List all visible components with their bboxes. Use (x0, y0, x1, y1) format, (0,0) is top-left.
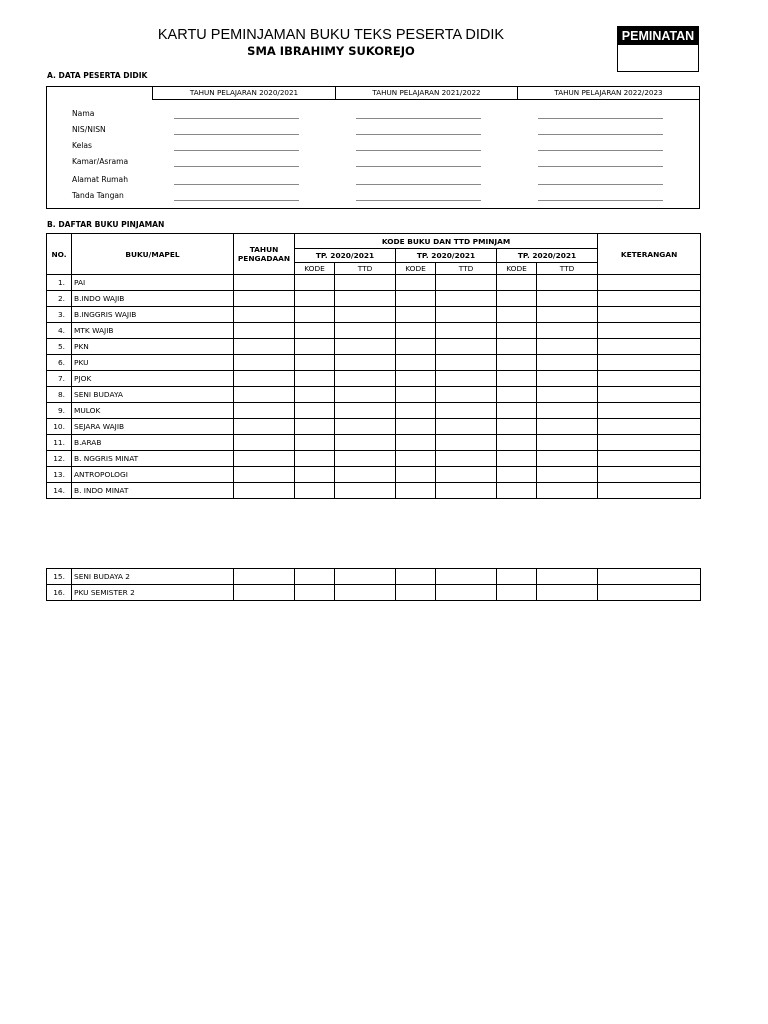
keterangan-cell[interactable] (598, 451, 701, 467)
book-name: ANTROPOLOGI (72, 467, 234, 483)
table-row (47, 355, 701, 371)
keterangan-cell[interactable] (598, 339, 701, 355)
book-name: MTK WAJIB (72, 323, 234, 339)
kode-cell[interactable] (295, 387, 335, 403)
book-name: MULOK (72, 403, 234, 419)
keterangan-cell[interactable] (598, 307, 701, 323)
keterangan-cell[interactable] (598, 291, 701, 307)
row-number: 9. (47, 403, 72, 419)
keterangan-cell[interactable] (598, 467, 701, 483)
kode-cell[interactable] (497, 339, 537, 355)
keterangan-cell[interactable] (598, 355, 701, 371)
ttd-cell[interactable] (537, 585, 598, 601)
kode-cell[interactable] (295, 323, 335, 339)
ttd-cell[interactable] (436, 585, 497, 601)
tahun-cell[interactable] (234, 483, 295, 499)
header-tahun (234, 234, 295, 275)
fill-in-line[interactable] (538, 150, 663, 151)
row-number: 16. (47, 585, 72, 601)
kode-cell[interactable] (497, 569, 537, 585)
row-number: 4. (47, 323, 72, 339)
book-loan-table (46, 233, 701, 499)
fill-in-line[interactable] (538, 184, 663, 185)
tahun-cell[interactable] (234, 419, 295, 435)
tahun-cell[interactable] (234, 451, 295, 467)
row-number: 11. (47, 435, 72, 451)
ttd-cell[interactable] (537, 355, 598, 371)
tahun-cell[interactable] (234, 585, 295, 601)
fill-in-line[interactable] (174, 200, 299, 201)
kode-cell[interactable] (396, 387, 436, 403)
student-data-box (46, 86, 700, 209)
ttd-cell[interactable] (335, 339, 396, 355)
header-no: NO. (47, 234, 72, 275)
book-name: SEJARA WAJIB (72, 419, 234, 435)
ttd-cell[interactable] (537, 307, 598, 323)
ttd-cell[interactable] (436, 387, 497, 403)
ttd-cell[interactable] (436, 355, 497, 371)
section-b-title: B. DAFTAR BUKU PINJAMAN (47, 220, 165, 229)
ttd-cell[interactable] (436, 569, 497, 585)
kode-cell[interactable] (396, 371, 436, 387)
kode-cell[interactable] (295, 291, 335, 307)
ttd-cell[interactable] (537, 387, 598, 403)
tahun-cell[interactable] (234, 355, 295, 371)
table-row (47, 339, 701, 355)
header-buku: BUKU/MAPEL (72, 234, 234, 275)
tahun-cell[interactable] (234, 291, 295, 307)
header-tp: TP. 2020/2021 (497, 249, 598, 263)
ttd-cell[interactable] (335, 467, 396, 483)
fill-in-line[interactable] (356, 134, 481, 135)
fill-in-line[interactable] (174, 118, 299, 119)
header-kode-group: KODE BUKU DAN TTD PMINJAM (295, 234, 598, 249)
table-row (47, 307, 701, 323)
fill-in-line[interactable] (174, 150, 299, 151)
ttd-cell[interactable] (537, 483, 598, 499)
header-ttd: TTD (436, 263, 497, 275)
kode-cell[interactable] (295, 371, 335, 387)
ttd-cell[interactable] (335, 291, 396, 307)
keterangan-cell[interactable] (598, 435, 701, 451)
kode-cell[interactable] (295, 569, 335, 585)
fill-in-line[interactable] (174, 184, 299, 185)
kode-cell[interactable] (497, 585, 537, 601)
ttd-cell[interactable] (537, 419, 598, 435)
field-label: Kamar/Asrama (72, 157, 129, 166)
peminatan-box (617, 26, 699, 72)
ttd-cell[interactable] (335, 355, 396, 371)
table-row (47, 451, 701, 467)
row-number: 6. (47, 355, 72, 371)
book-loan-table-continued (46, 568, 701, 601)
row-number: 15. (47, 569, 72, 585)
ttd-cell[interactable] (436, 451, 497, 467)
kode-cell[interactable] (497, 467, 537, 483)
header-kode: KODE (295, 263, 335, 275)
ttd-cell[interactable] (436, 291, 497, 307)
ttd-cell[interactable] (537, 569, 598, 585)
ttd-cell[interactable] (537, 275, 598, 291)
table-row (47, 291, 701, 307)
fill-in-line[interactable] (356, 200, 481, 201)
ttd-cell[interactable] (537, 323, 598, 339)
table-row (47, 387, 701, 403)
ttd-cell[interactable] (537, 403, 598, 419)
ttd-cell[interactable] (436, 435, 497, 451)
ttd-cell[interactable] (335, 323, 396, 339)
ttd-cell[interactable] (436, 467, 497, 483)
header-tahun-line2: PENGADAAN (237, 254, 291, 263)
field-label: Tanda Tangan (72, 191, 124, 200)
ttd-cell[interactable] (335, 307, 396, 323)
ttd-cell[interactable] (436, 307, 497, 323)
fill-in-line[interactable] (174, 166, 299, 167)
keterangan-cell[interactable] (598, 387, 701, 403)
kode-cell[interactable] (497, 387, 537, 403)
kode-cell[interactable] (396, 275, 436, 291)
book-name: PAI (72, 275, 234, 291)
kode-cell[interactable] (497, 355, 537, 371)
ttd-cell[interactable] (335, 585, 396, 601)
header-ttd: TTD (537, 263, 598, 275)
fill-in-line[interactable] (538, 166, 663, 167)
keterangan-cell[interactable] (598, 419, 701, 435)
field-label: Nama (72, 109, 95, 118)
kode-cell[interactable] (396, 569, 436, 585)
header-tahun-line1: TAHUN (249, 245, 279, 254)
row-number: 10. (47, 419, 72, 435)
kode-cell[interactable] (497, 483, 537, 499)
header-ttd: TTD (335, 263, 396, 275)
ttd-cell[interactable] (537, 339, 598, 355)
kode-cell[interactable] (396, 291, 436, 307)
tahun-cell[interactable] (234, 275, 295, 291)
row-number: 5. (47, 339, 72, 355)
kode-cell[interactable] (295, 483, 335, 499)
row-number: 2. (47, 291, 72, 307)
ttd-cell[interactable] (436, 371, 497, 387)
year-header: TAHUN PELAJARAN 2022/2023 (517, 87, 699, 100)
tahun-cell[interactable] (234, 371, 295, 387)
ttd-cell[interactable] (335, 483, 396, 499)
kode-cell[interactable] (295, 435, 335, 451)
keterangan-cell[interactable] (598, 323, 701, 339)
book-name: PJOK (72, 371, 234, 387)
field-label: NIS/NISN (72, 125, 106, 134)
table-row (47, 275, 701, 291)
table-row (47, 419, 701, 435)
year-header: TAHUN PELAJARAN 2020/2021 (152, 87, 335, 100)
table-row (47, 403, 701, 419)
fill-in-line[interactable] (356, 166, 481, 167)
school-name: SMA IBRAHIMY SUKOREJO (247, 44, 415, 58)
row-number: 12. (47, 451, 72, 467)
ttd-cell[interactable] (335, 275, 396, 291)
ttd-cell[interactable] (537, 371, 598, 387)
kode-cell[interactable] (396, 323, 436, 339)
tahun-cell[interactable] (234, 467, 295, 483)
book-name: B. INDO MINAT (72, 483, 234, 499)
book-name: PKU (72, 355, 234, 371)
fill-in-line[interactable] (538, 118, 663, 119)
keterangan-cell[interactable] (598, 569, 701, 585)
ttd-cell[interactable] (436, 403, 497, 419)
kode-cell[interactable] (295, 355, 335, 371)
ttd-cell[interactable] (537, 291, 598, 307)
kode-cell[interactable] (497, 419, 537, 435)
book-name: B. NGGRIS MINAT (72, 451, 234, 467)
fill-in-line[interactable] (356, 184, 481, 185)
year-header: TAHUN PELAJARAN 2021/2022 (335, 87, 517, 100)
kode-cell[interactable] (295, 339, 335, 355)
ttd-cell[interactable] (335, 451, 396, 467)
kode-cell[interactable] (396, 467, 436, 483)
kode-cell[interactable] (295, 307, 335, 323)
kode-cell[interactable] (497, 323, 537, 339)
header-kode: KODE (396, 263, 436, 275)
ttd-cell[interactable] (436, 419, 497, 435)
table-row (47, 371, 701, 387)
fill-in-line[interactable] (356, 150, 481, 151)
card-title: KARTU PEMINJAMAN BUKU TEKS PESERTA DIDIK (157, 27, 505, 43)
header-keterangan: KETERANGAN (598, 234, 701, 275)
ttd-cell[interactable] (436, 339, 497, 355)
fill-in-line[interactable] (538, 134, 663, 135)
kode-cell[interactable] (497, 307, 537, 323)
section-a-title: A. DATA PESERTA DIDIK (47, 71, 148, 80)
fill-in-line[interactable] (538, 200, 663, 201)
ttd-cell[interactable] (335, 387, 396, 403)
kode-cell[interactable] (295, 275, 335, 291)
table-row (47, 467, 701, 483)
ttd-cell[interactable] (436, 275, 497, 291)
keterangan-cell[interactable] (598, 275, 701, 291)
row-number: 7. (47, 371, 72, 387)
tahun-cell[interactable] (234, 339, 295, 355)
kode-cell[interactable] (497, 371, 537, 387)
book-name: PKN (72, 339, 234, 355)
book-name: SENI BUDAYA (72, 387, 234, 403)
tahun-cell[interactable] (234, 323, 295, 339)
header-tp: TP. 2020/2021 (295, 249, 396, 263)
ttd-cell[interactable] (335, 419, 396, 435)
fill-in-line[interactable] (174, 134, 299, 135)
kode-cell[interactable] (497, 403, 537, 419)
book-name: B.ARAB (72, 435, 234, 451)
row-number: 13. (47, 467, 72, 483)
ttd-cell[interactable] (537, 435, 598, 451)
header-kode: KODE (497, 263, 537, 275)
ttd-cell[interactable] (436, 483, 497, 499)
kode-cell[interactable] (396, 339, 436, 355)
kode-cell[interactable] (396, 451, 436, 467)
kode-cell[interactable] (295, 403, 335, 419)
keterangan-cell[interactable] (598, 403, 701, 419)
book-name: SENI BUDAYA 2 (72, 569, 234, 585)
kode-cell[interactable] (396, 585, 436, 601)
kode-cell[interactable] (295, 467, 335, 483)
ttd-cell[interactable] (335, 569, 396, 585)
row-number: 1. (47, 275, 72, 291)
tahun-cell[interactable] (234, 387, 295, 403)
row-number: 8. (47, 387, 72, 403)
ttd-cell[interactable] (335, 435, 396, 451)
kode-cell[interactable] (295, 419, 335, 435)
header-tp: TP. 2020/2021 (396, 249, 497, 263)
kode-cell[interactable] (295, 585, 335, 601)
table-row (47, 483, 701, 499)
ttd-cell[interactable] (537, 467, 598, 483)
kode-cell[interactable] (497, 275, 537, 291)
ttd-cell[interactable] (335, 403, 396, 419)
kode-cell[interactable] (497, 435, 537, 451)
table-row (47, 569, 701, 585)
tahun-cell[interactable] (234, 569, 295, 585)
kode-cell[interactable] (497, 291, 537, 307)
kode-cell[interactable] (396, 403, 436, 419)
row-number: 14. (47, 483, 72, 499)
kode-cell[interactable] (396, 435, 436, 451)
kode-cell[interactable] (396, 355, 436, 371)
fill-in-line[interactable] (356, 118, 481, 119)
field-label: Alamat Rumah (72, 175, 129, 184)
book-name: PKU SEMISTER 2 (72, 585, 234, 601)
keterangan-cell[interactable] (598, 483, 701, 499)
field-label: Kelas (72, 141, 92, 150)
ttd-cell[interactable] (436, 323, 497, 339)
book-name: B.INGGRIS WAJIB (72, 307, 234, 323)
tahun-cell[interactable] (234, 307, 295, 323)
table-row (47, 585, 701, 601)
row-number: 3. (47, 307, 72, 323)
peminatan-label: PEMINATAN (618, 27, 698, 45)
kode-cell[interactable] (295, 451, 335, 467)
keterangan-cell[interactable] (598, 371, 701, 387)
ttd-cell[interactable] (335, 371, 396, 387)
kode-cell[interactable] (396, 419, 436, 435)
kode-cell[interactable] (396, 483, 436, 499)
ttd-cell[interactable] (537, 451, 598, 467)
kode-cell[interactable] (396, 307, 436, 323)
table-row (47, 435, 701, 451)
book-name: B.INDO WAJIB (72, 291, 234, 307)
tahun-cell[interactable] (234, 403, 295, 419)
tahun-cell[interactable] (234, 435, 295, 451)
keterangan-cell[interactable] (598, 585, 701, 601)
kode-cell[interactable] (497, 451, 537, 467)
table-row (47, 323, 701, 339)
